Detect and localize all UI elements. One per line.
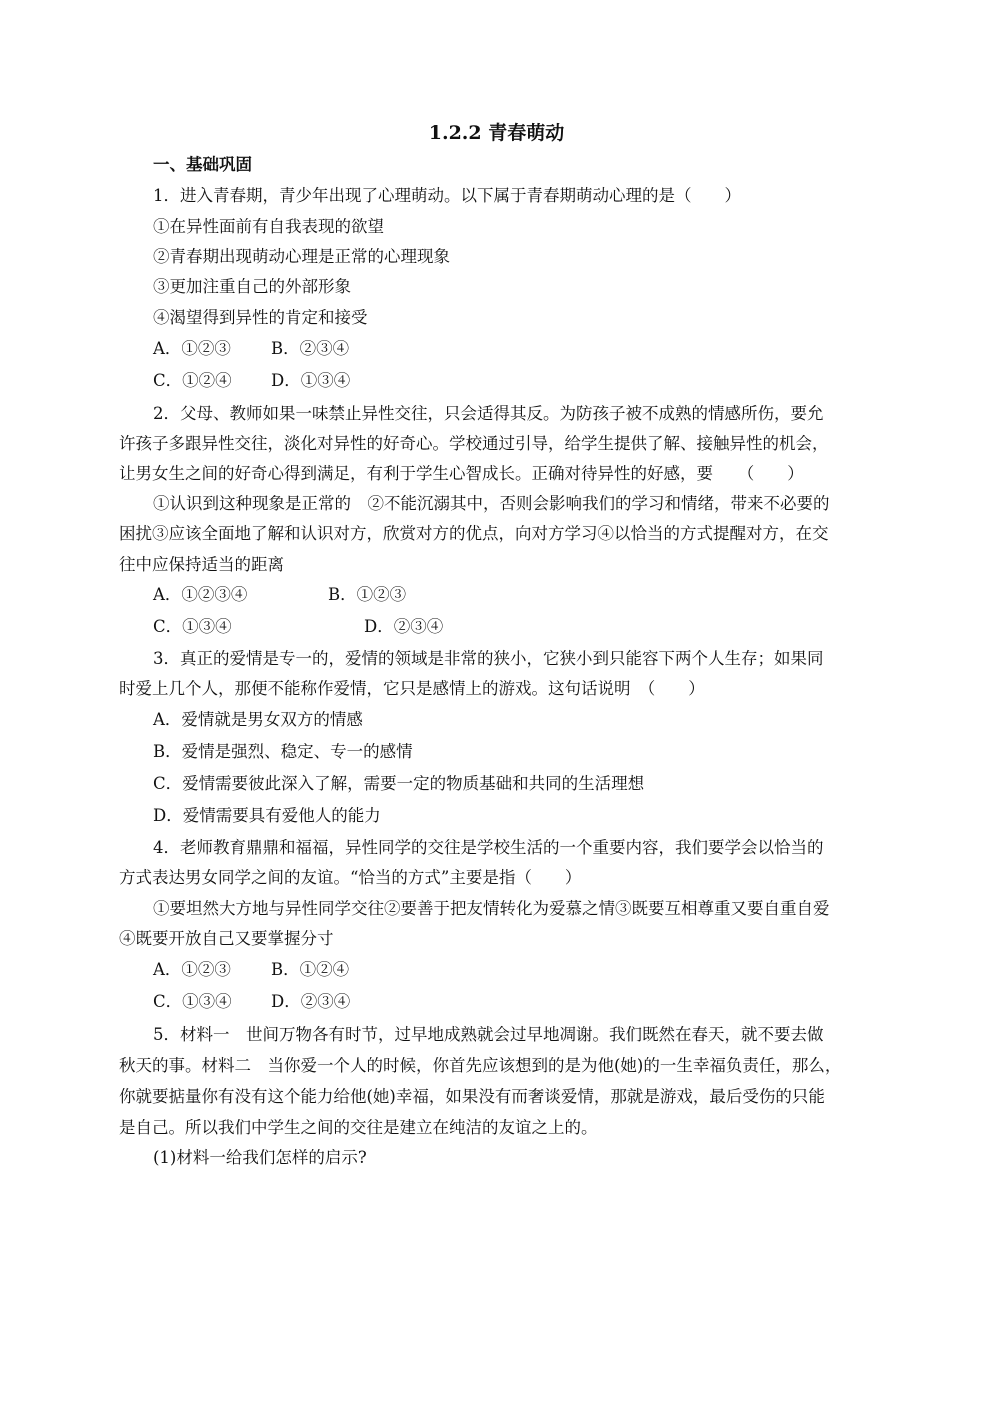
section-heading: 一、基础巩固	[153, 155, 252, 174]
q2-item-line-2: 困扰③应该全面地了解和认识对方，欣赏对方的优点，向对方学习④以恰当的方式提醒对方，在交	[119, 524, 829, 543]
page-title: 1.2.2 青春萌动	[428, 122, 565, 144]
q1-item-4: ④渴望得到异性的肯定和接受	[153, 308, 368, 327]
q1-item-3: ③更加注重自己的外部形象	[153, 277, 351, 296]
q4-stem-line-2: 方式表达男女同学之间的友谊。“恰当的方式”主要是指（ ）	[119, 868, 582, 887]
q4-option-c: C．①③④	[153, 992, 232, 1011]
q1-option-b: B．②③④	[271, 339, 350, 358]
q5-sub-question-1: (1)材料一给我们怎样的启示?	[153, 1148, 367, 1167]
q4-stem-line-1: 4．老师教育鼎鼎和福福，异性同学的交往是学校生活的一个重要内容，我们要学会以恰当的	[153, 838, 824, 857]
q2-stem-line-2: 许孩子多跟异性交往，淡化对异性的好奇心。学校通过引导，给学生提供了解、接触异性的机会，	[119, 434, 829, 453]
q1-option-d: D．①③④	[271, 371, 351, 390]
q3-option-a: A．爱情就是男女双方的情感	[153, 710, 363, 729]
q5-stem-line-4: 是自己。所以我们中学生之间的交往是建立在纯洁的友谊之上的。	[119, 1118, 598, 1137]
q2-stem-line-1: 2．父母、教师如果一味禁止异性交往，只会适得其反。为防孩子被不成熟的情感所伤，要允	[153, 404, 824, 423]
q4-item-line-2: ④既要开放自己又要掌握分寸	[119, 929, 334, 948]
q2-option-b: B．①②③	[328, 585, 407, 604]
q1-option-a: A．①②③	[153, 339, 231, 358]
q2-option-c: C．①③④	[153, 617, 232, 636]
q4-option-b: B．①②④	[271, 960, 350, 979]
q1-item-2: ②青春期出现萌动心理是正常的心理现象	[153, 247, 450, 266]
q2-item-line-3: 往中应保持适当的距离	[119, 555, 284, 574]
q2-option-a: A．①②③④	[153, 585, 248, 604]
q4-option-d: D．②③④	[271, 992, 351, 1011]
q3-option-b: B．爱情是强烈、稳定、专一的感情	[153, 742, 413, 761]
q1-option-c: C．①②④	[153, 371, 232, 390]
q5-stem-line-1: 5．材料一 世间万物各有时节，过早地成熟就会过早地凋谢。我们既然在春天，就不要去做	[153, 1025, 824, 1044]
q4-option-a: A．①②③	[153, 960, 231, 979]
q2-stem-line-3: 让男女生之间的好奇心得到满足，有利于学生心智成长。正确对待异性的好感，要 （ ）	[119, 464, 804, 483]
q1-item-1: ①在异性面前有自我表现的欲望	[153, 217, 384, 236]
q3-stem-line-1: 3．真正的爱情是专一的，爱情的领域是非常的狭小，它狭小到只能容下两个人生存；如果同	[153, 649, 824, 668]
q3-option-d: D．爱情需要具有爱他人的能力	[153, 806, 381, 825]
q3-option-c: C．爱情需要彼此深入了解，需要一定的物质基础和共同的生活理想	[153, 774, 645, 793]
q2-option-d: D．②③④	[364, 617, 444, 636]
q2-item-line-1: ①认识到这种现象是正常的 ②不能沉溺其中，否则会影响我们的学习和情绪，带来不必要的	[153, 494, 830, 513]
q1-stem: 1．进入青春期，青少年出现了心理萌动。以下属于青春期萌动心理的是（ ）	[153, 186, 741, 205]
q3-stem-line-2: 时爱上几个人，那便不能称作爱情，它只是感情上的游戏。这句话说明 （ ）	[119, 679, 705, 698]
q5-stem-line-2: 秋天的事。材料二 当你爱一个人的时候，你首先应该想到的是为他(她)的一生幸福负责任，那么，	[119, 1056, 842, 1075]
q5-stem-line-3: 你就要掂量你有没有这个能力给他(她)幸福，如果没有而奢谈爱情，那就是游戏，最后受伤的只能	[119, 1087, 825, 1106]
q4-item-line-1: ①要坦然大方地与异性同学交往②要善于把友情转化为爱慕之情③既要互相尊重又要自重自爱	[153, 899, 830, 918]
